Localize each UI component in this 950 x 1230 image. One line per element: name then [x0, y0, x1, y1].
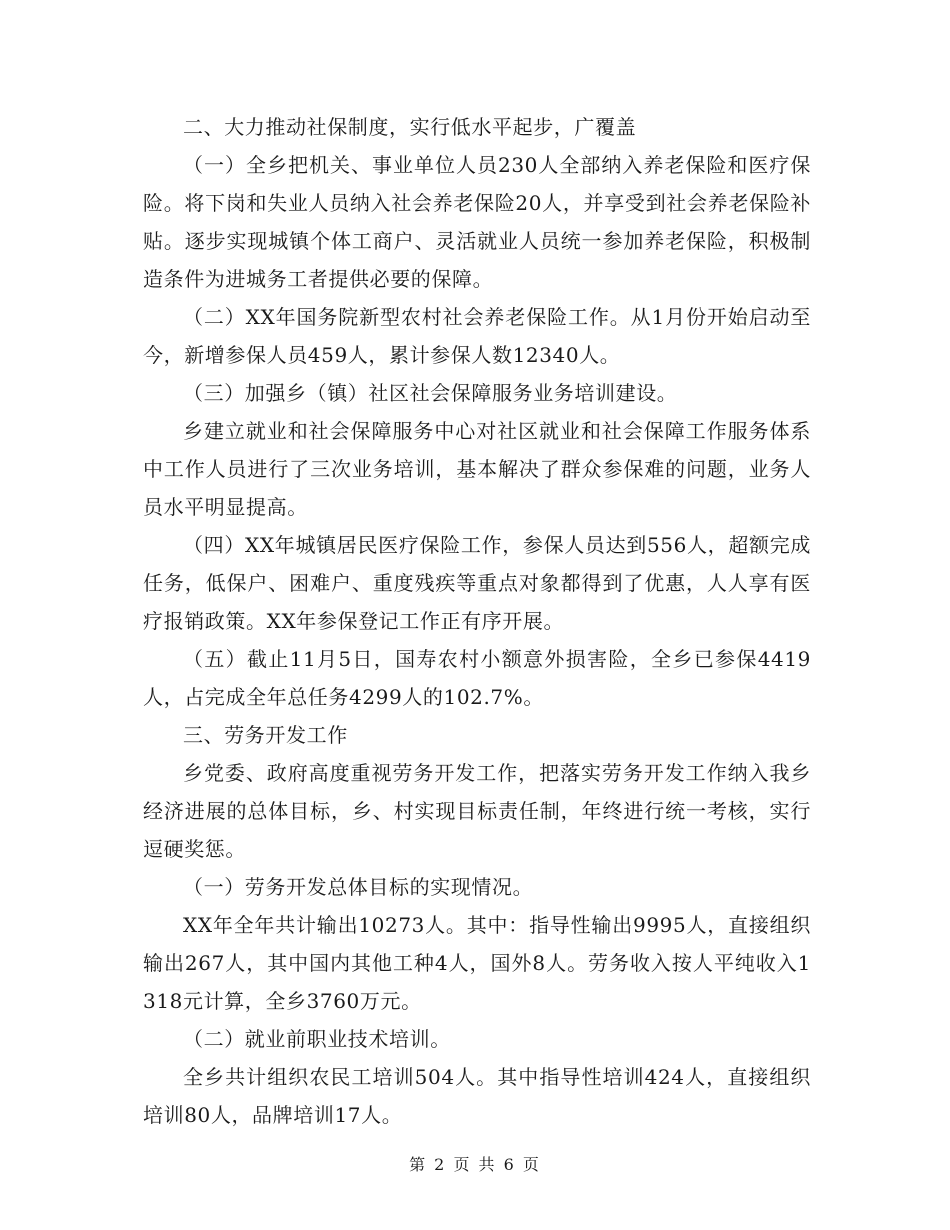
paragraph-labor-item-2: （二）就业前职业技术培训。: [183, 1027, 451, 1051]
paragraph-labor-intro: 乡党委、政府高度重视劳务开发工作，把落实劳务开发工作纳入我乡经济进展的总体目标，乡、村实现目标责任制，年终进行统一考核，实行逗硬奖惩。: [143, 761, 811, 861]
paragraph-item-1: （一）全乡把机关、事业单位人员230人全部纳入养老保险和医疗保险。将下岗和失业人员纳入社会养老保险20人，并享受到社会养老保险补贴。逐步实现城镇个体工商户、灵活就业人员统一参加养老保险，积极制造条件为进城务工者提供必要的保障。: [143, 153, 811, 291]
section-heading-social-security: 二、大力推动社保制度，实行低水平起步，广覆盖: [183, 115, 637, 139]
paragraph-item-4: （四）XX年城镇居民医疗保险工作，参保人员达到556人，超额完成任务，低保户、困难户、重度残疾等重点对象都得到了优惠，人人享有医疗报销政策。XX年参保登记工作正有序开展。: [143, 533, 811, 633]
paragraph-item-5: （五）截止11月5日，国寿农村小额意外损害险，全乡已参保4419人，占完成全年总任务4299人的102.7%。: [143, 647, 811, 709]
paragraph-training: 乡建立就业和社会保障服务中心对社区就业和社会保障工作服务体系中工作人员进行了三次业务培训，基本解决了群众参保难的问题，业务人员水平明显提高。: [143, 419, 811, 519]
paragraph-labor-output: XX年全年共计输出10273人。其中：指导性输出9995人，直接组织输出267人，其中国内其他工种4人，国外8人。劳务收入按人平纯收入1318元计算，全乡3760万元。: [143, 913, 811, 1013]
section-heading-labor: 三、劳务开发工作: [183, 723, 348, 747]
paragraph-labor-item-1: （一）劳务开发总体目标的实现情况。: [183, 875, 534, 899]
paragraph-labor-training: 全乡共计组织农民工培训504人。其中指导性培训424人，直接组织培训80人，品牌培训17人。: [143, 1065, 811, 1127]
document-body: [143, 108, 811, 1134]
paragraph-item-2: （二）XX年国务院新型农村社会养老保险工作。从1月份开始启动至今，新增参保人员459人，累计参保人数12340人。: [143, 305, 811, 367]
page-number-footer: 第 2 页 共 6 页: [409, 1155, 541, 1174]
paragraph-item-3: （三）加强乡（镇）社区社会保障服务业务培训建设。: [183, 381, 678, 405]
